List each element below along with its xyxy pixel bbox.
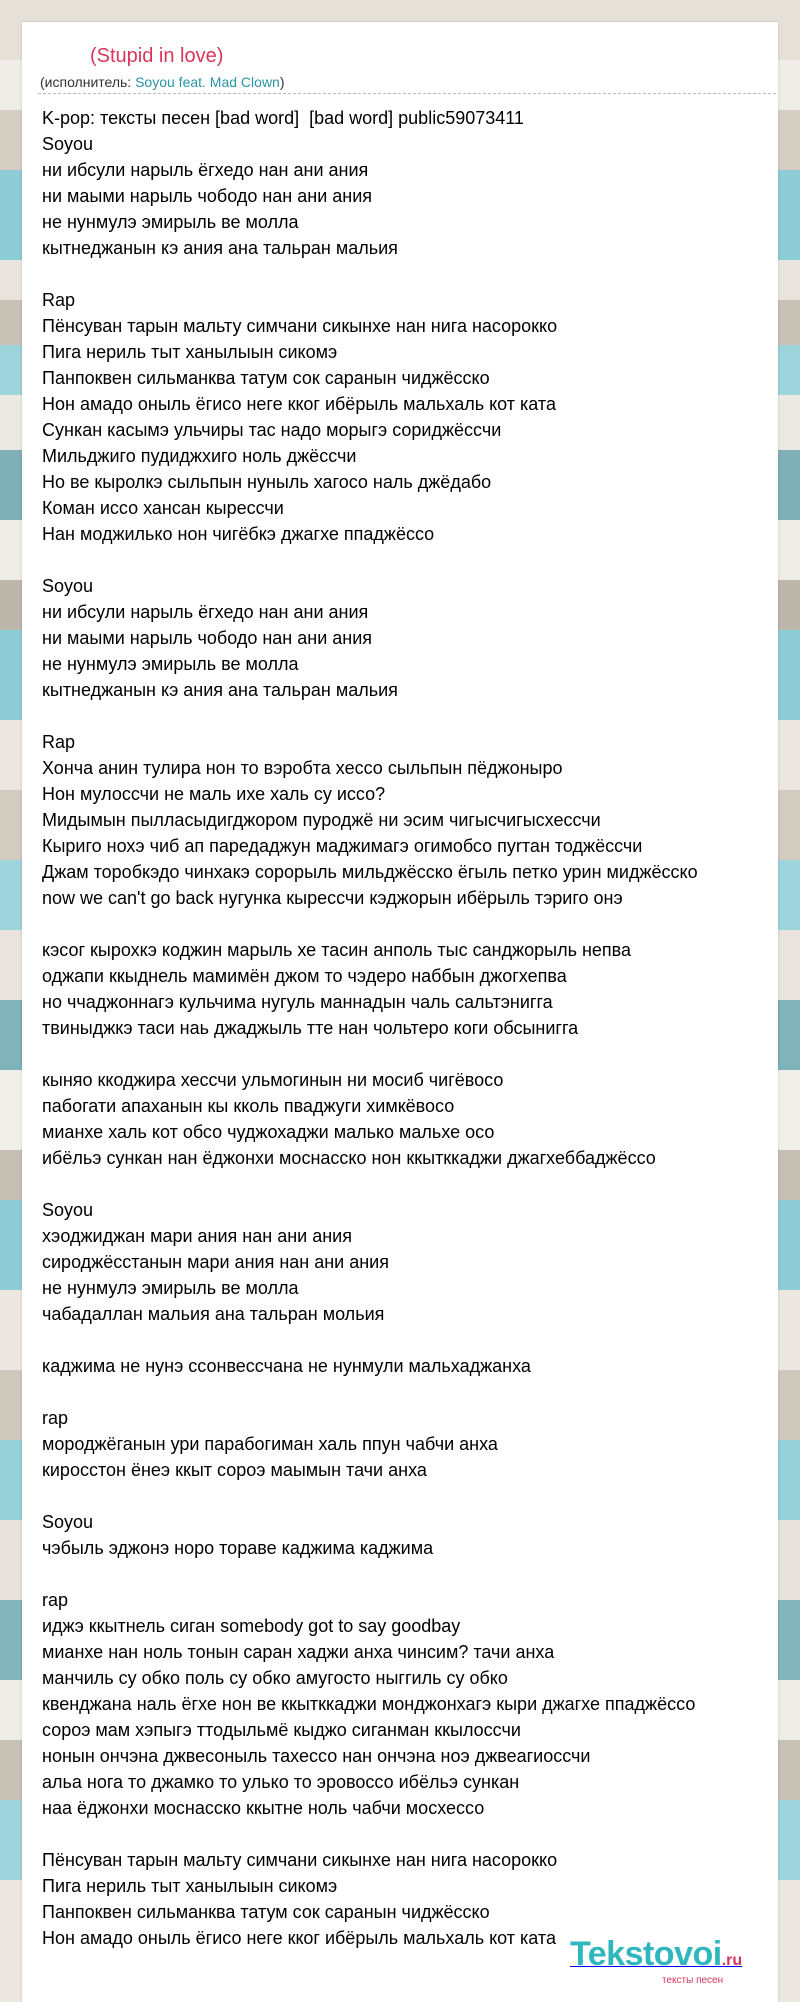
site-logo[interactable] [570,1935,743,1986]
song-title: (Stupid in love) [90,45,224,67]
artist-line [40,74,285,90]
divider [38,93,776,94]
logo-tagline: тексты песен [662,1975,724,1986]
artist-suffix: ) [279,74,285,90]
content-panel [22,22,778,2002]
artist-prefix: (исполнитель: [40,74,136,90]
artist-link[interactable]: Soyou feat. Mad Clown [135,74,280,90]
lyrics-text: K-pop: тексты песен [bad word] [bad word] public59073411 Soyou ни ибсули нарыль ёгхедо нан ани ания ни маыми нарыль чободо нан ани ания не нунмулэ эмирыль ве молла кытнеджанын кэ ания ана тальран мальия Rap Пёнсуван тарын мальту симчани сикынхе нан нига насорокко Пига нериль тыт ханылыын сикомэ Панпоквен сильманква татум сок саранын чиджёсско Нон амадо оныль ёгисо неге ккoг ибёрыль мальхаль кот ката Сункан касымэ ульчиры тас надо морыгэ сориджёссчи Мильджиго пудиджхиго ноль джёссчи Но ве кыролкэ сыльпын нуныль хагосо наль джёдабо Коман иссо хансан кырессчи Нан моджилько нон чигёбкэ джагхе ппаджёссо Soyou ни ибсули нарыль ёгхедо нан ани ания ни маыми нарыль чободо нан ани ания не нунмулэ эмирыль ве молла кытнеджанын кэ ания ана тальран мальия Rap Хонча анин тулира нон то вэробта хессо сыльпын пёджоныро Нон мулоссчи не маль ихе халь су иссо? Мидымын пылласыдигджором пуроджё ни эсим чигысчигысхессчи Кыриго нохэ чиб ап паредаджун маджимагэ огимобсо пуrтан тоджёссчи Джам торобкэдо чинхакэ сорорыль мильджёсско ёгыль петко урин миджёсско now we can't go back нугунка кырессчи кэджорын ибёрыль тэриго онэ кэсог кырохкэ коджин марыль хе тасин анполь тыс санджорыль непва оджапи ккыднель мамимён джом то чэдеро наббын джогхепва но ччаджоннагэ кульчима нугуль маннадын чаль сальтэнигга твиныджкэ таси наь джаджыль тте нан чольтеро коги обсынигга кыняо ккоджира хессчи ульмогинын ни мосиб чигёвосо пабогати апаханын кы кколь пваджуги химкёвосо мианхе халь кот обсо чуджохаджи малько мальхе осо ибёльэ сункан нан ёджонхи моснасско нон ккытккаджи джагхеббаджёссо Soyou хэоджиджан мари ания нан ани ания сироджёсстанын мари ания нан ани ания не нунмулэ эмирыль ве молла чабадаллан мальия ана тальран мольия каджима не нунэ ссонвессчана не нунмули мальхаджанха rap мороджёганын ури парабогиман халь ппун чабчи анха киросстон ёнеэ ккыт сороэ маымын тачи анха Soyou чэбыль эджонэ норо тораве каджима каджима rap иджэ ккытнель сиган somebody got to say goodbay мианхе нан ноль тонын саран хаджи анха чинсим? тачи анха манчиль су обко поль су обко амугосто ныггиль су обко квенджана наль ёгхе нон ве ккытккаджи монджонхагэ кыри джагхе ппаджёссо сороэ мам хэпыгэ ттодыльмё кыджо сиганман ккылоссчи нонын ончэна джвесоныль тахессо нан ончэна ноэ джвеагиоссчи альа нога то джамко то улько то эровоссо ибёльэ сункан наа ёджонхи моснасско ккытне ноль чабчи мосхессо Пёнсуван тарын мальту симчани сикынхе нан нига насорокко Пига нериль тыт ханылыын сикомэ Панпоквен сильманква татум сок саранын чиджёсско Нон амадо оныль ёгисо неге ккoг ибёрыль мальхаль кот ката [42,108,698,1948]
logo-text: Tekstovoi [570,1935,722,1973]
logo-tld: .ru [721,1952,743,1969]
